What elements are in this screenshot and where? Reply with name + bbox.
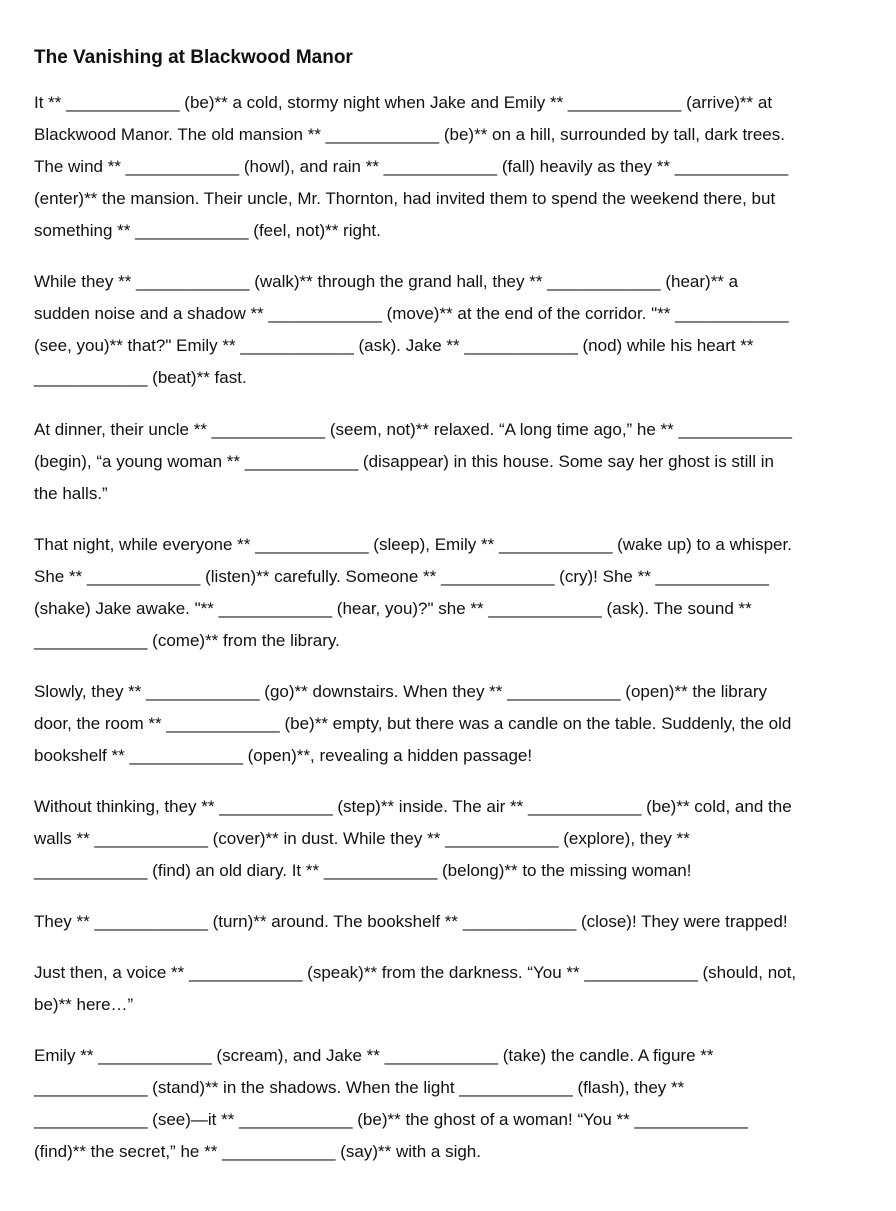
text-line-14: She ** ____________ (listen)** carefully. Someone ** ____________ (cry)! She ** ____________ <box>34 567 769 586</box>
text-line-15: (shake) Jake awake. "** ____________ (hear, you)?" she ** ____________ (ask). The sound ** <box>34 599 752 618</box>
text-line-11: (begin), “a young woman ** ____________ (disappear) in this house. Some say her ghost is still in <box>34 452 774 471</box>
text-line-24: Just then, a voice ** ____________ (speak)** from the darkness. “You ** ____________ (should, not, <box>34 963 797 982</box>
text-line-25: be)** here…” <box>34 995 134 1014</box>
text-line-10: At dinner, their uncle ** ____________ (seem, not)** relaxed. “A long time ago,” he ** ____________ <box>34 420 792 439</box>
text-line-4: (enter)** the mansion. Their uncle, Mr. Thornton, had invited them to spend the weekend there, but <box>34 189 776 208</box>
text-line-9: ____________ (beat)** fast. <box>34 368 247 387</box>
text-line-28: ____________ (see)—it ** ____________ (be)** the ghost of a woman! “You ** ____________ <box>34 1110 748 1129</box>
text-line-6: While they ** ____________ (walk)** through the grand hall, they ** ____________ (hear)** a <box>34 272 739 291</box>
text-line-17: Slowly, they ** ____________ (go)** downstairs. When they ** ____________ (open)** the library <box>34 682 768 701</box>
text-line-7: sudden noise and a shadow ** ____________ (move)** at the end of the corridor. "** ____________ <box>34 304 789 323</box>
story-title: The Vanishing at Blackwood Manor <box>34 47 353 68</box>
text-line-8: (see, you)** that?" Emily ** ____________ (ask). Jake ** ____________ (nod) while his heart ** <box>34 336 754 355</box>
text-line-5: something ** ____________ (feel, not)** right. <box>34 221 381 240</box>
text-line-16: ____________ (come)** from the library. <box>34 631 340 650</box>
text-line-18: door, the room ** ____________ (be)** empty, but there was a candle on the table. Suddenly, the old <box>34 714 792 733</box>
text-line-22: ____________ (find) an old diary. It ** ____________ (belong)** to the missing woman! <box>34 861 692 880</box>
text-line-23: They ** ____________ (turn)** around. The bookshelf ** ____________ (close)! They were trapped! <box>34 912 788 931</box>
text-line-29: (find)** the secret,” he ** ____________ (say)** with a sigh. <box>34 1142 481 1161</box>
text-line-1: It ** ____________ (be)** a cold, stormy night when Jake and Emily ** ____________ (arrive)** at <box>34 93 773 112</box>
text-line-21: walls ** ____________ (cover)** in dust. While they ** ____________ (explore), they ** <box>34 829 690 848</box>
text-line-27: ____________ (stand)** in the shadows. When the light ____________ (flash), they ** <box>34 1078 685 1097</box>
text-line-12: the halls.” <box>34 484 108 503</box>
text-line-13: That night, while everyone ** ____________ (sleep), Emily ** ____________ (wake up) to a whisper. <box>34 535 792 554</box>
text-line-19: bookshelf ** ____________ (open)**, revealing a hidden passage! <box>34 746 533 765</box>
text-line-26: Emily ** ____________ (scream), and Jake ** ____________ (take) the candle. A figure ** <box>34 1046 714 1065</box>
text-line-2: Blackwood Manor. The old mansion ** ____________ (be)** on a hill, surrounded by tall, dark trees. <box>34 125 785 144</box>
text-line-20: Without thinking, they ** ____________ (step)** inside. The air ** ____________ (be)** cold, and the <box>34 797 792 816</box>
text-line-3: The wind ** ____________ (howl), and rain ** ____________ (fall) heavily as they ** ____________ <box>34 157 789 176</box>
